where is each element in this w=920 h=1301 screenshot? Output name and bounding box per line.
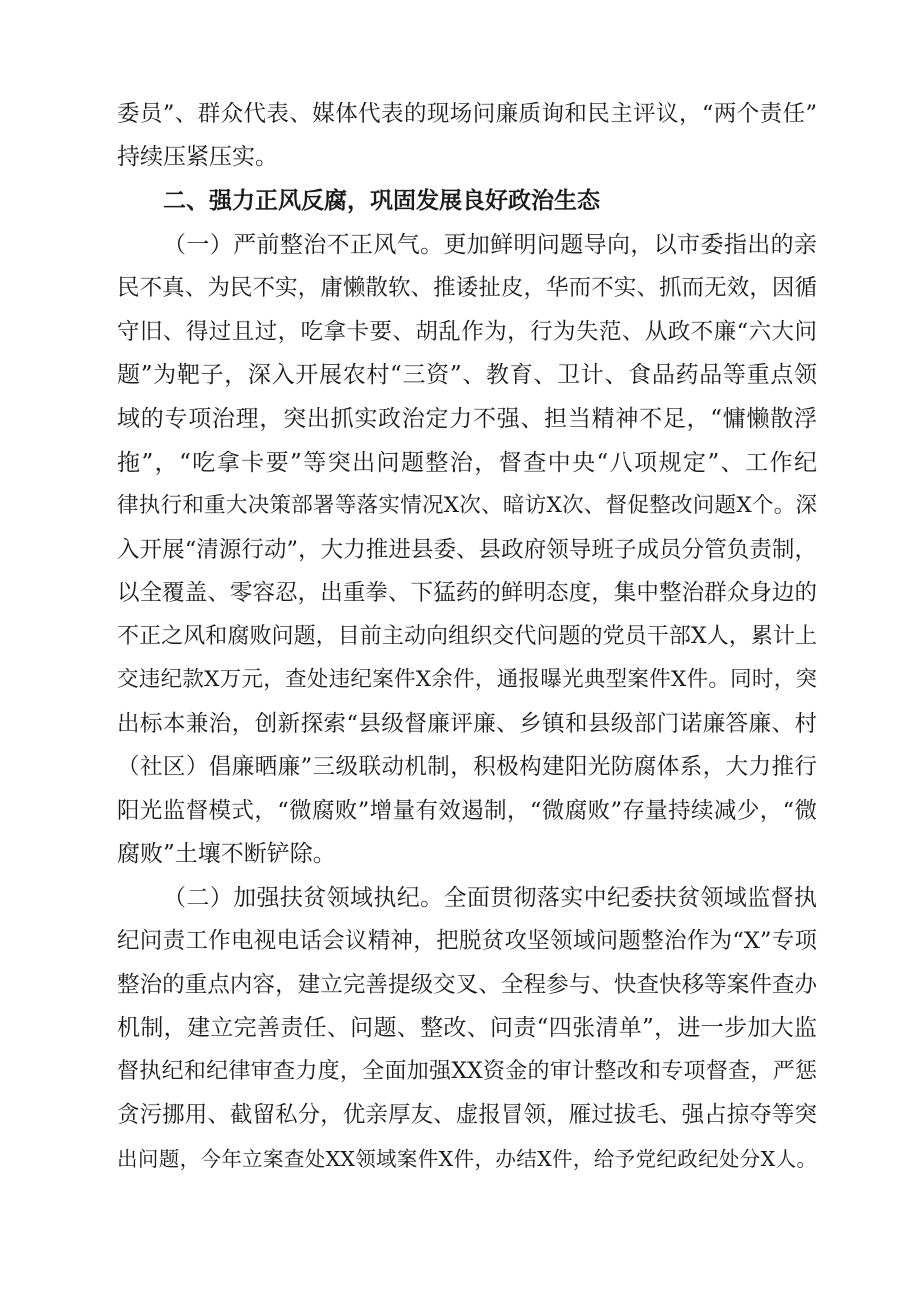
text-line: 入开展“清源行动”，大力推进县委、县政府领导班子成员分管负责制，	[117, 537, 817, 563]
text-line: 域的专项治理，突出抓实政治定力不强、担当精神不足，“慵懒散浮	[117, 406, 817, 432]
text-line: 律执行和重大决策部署等落实情况X次、暗访X次、督促整改问题X个。深	[117, 493, 817, 518]
text-line: 整治的重点内容，建立完善提级交叉、全程参与、快查快移等案件查办	[117, 972, 817, 998]
text-line: 纪问责工作电视电话会议精神，把脱贫攻坚领域问题整治作为“X”专项	[117, 928, 817, 954]
text-line: 持续压紧压实。	[117, 144, 278, 170]
text-line: 出标本兼治，创新探索“县级督廉评廉、乡镇和县级部门诺廉答廉、村	[117, 711, 817, 737]
text-line: 拖”，“吃拿卡要”等突出问题整治，督查中央“八项规定”、工作纪	[117, 450, 817, 476]
text-line: 委员”、群众代表、媒体代表的现场问廉质询和民主评议，“两个责任”	[117, 101, 817, 127]
text-line: 不正之风和腐败问题，目前主动向组织交代问题的党员干部X人，累计上	[117, 624, 817, 649]
text-line: 贪污挪用、截留私分，优亲厚友、虚报冒领，雁过拔毛、强占掠夺等突	[117, 1102, 817, 1128]
text-line: 守旧、得过且过，吃拿卡要、胡乱作为，行为失范、从政不廉“六大问	[117, 319, 817, 345]
text-line: 民不真、为民不实，庸懒散软、推诿扯皮，华而不实、抓而无效，因循	[117, 275, 817, 301]
text-line: （一）严前整治不正风气。更加鲜明问题导向，以市委指出的亲	[163, 232, 817, 258]
text-line: （社区）倡廉晒廉”三级联动机制，积极构建阳光防腐体系，大力推行	[117, 754, 817, 780]
section-heading: 二、强力正风反腐，巩固发展良好政治生态	[163, 188, 600, 214]
text-line: 阳光监督模式，“微腐败”增量有效遏制，“微腐败”存量持续减少，“微	[117, 798, 817, 824]
text-line: 以全覆盖、零容忍，出重拳、下猛药的鲜明态度，集中整治群众身边的	[117, 580, 817, 606]
text-line: 出问题，今年立案查处XX领域案件X件，办结X件，给予党纪政纪处分X人。	[117, 1147, 817, 1171]
text-line: 督执纪和纪律审查力度，全面加强XX资金的审计整改和专项督查，严惩	[117, 1059, 817, 1084]
text-line: 题”为靶子，深入开展农村“三资”、教育、卫计、食品药品等重点领	[117, 362, 817, 388]
text-line: （二）加强扶贫领域执纪。全面贯彻落实中纪委扶贫领域监督执	[163, 885, 817, 911]
text-line: 腐败”土壤不断铲除。	[117, 841, 336, 867]
text-line: 交违纪款X万元，查处违纪案件X余件，通报曝光典型案件X件。同时，突	[117, 667, 817, 692]
text-line: 机制，建立完善责任、问题、整改、问责“四张清单”，进一步加大监	[117, 1015, 817, 1041]
